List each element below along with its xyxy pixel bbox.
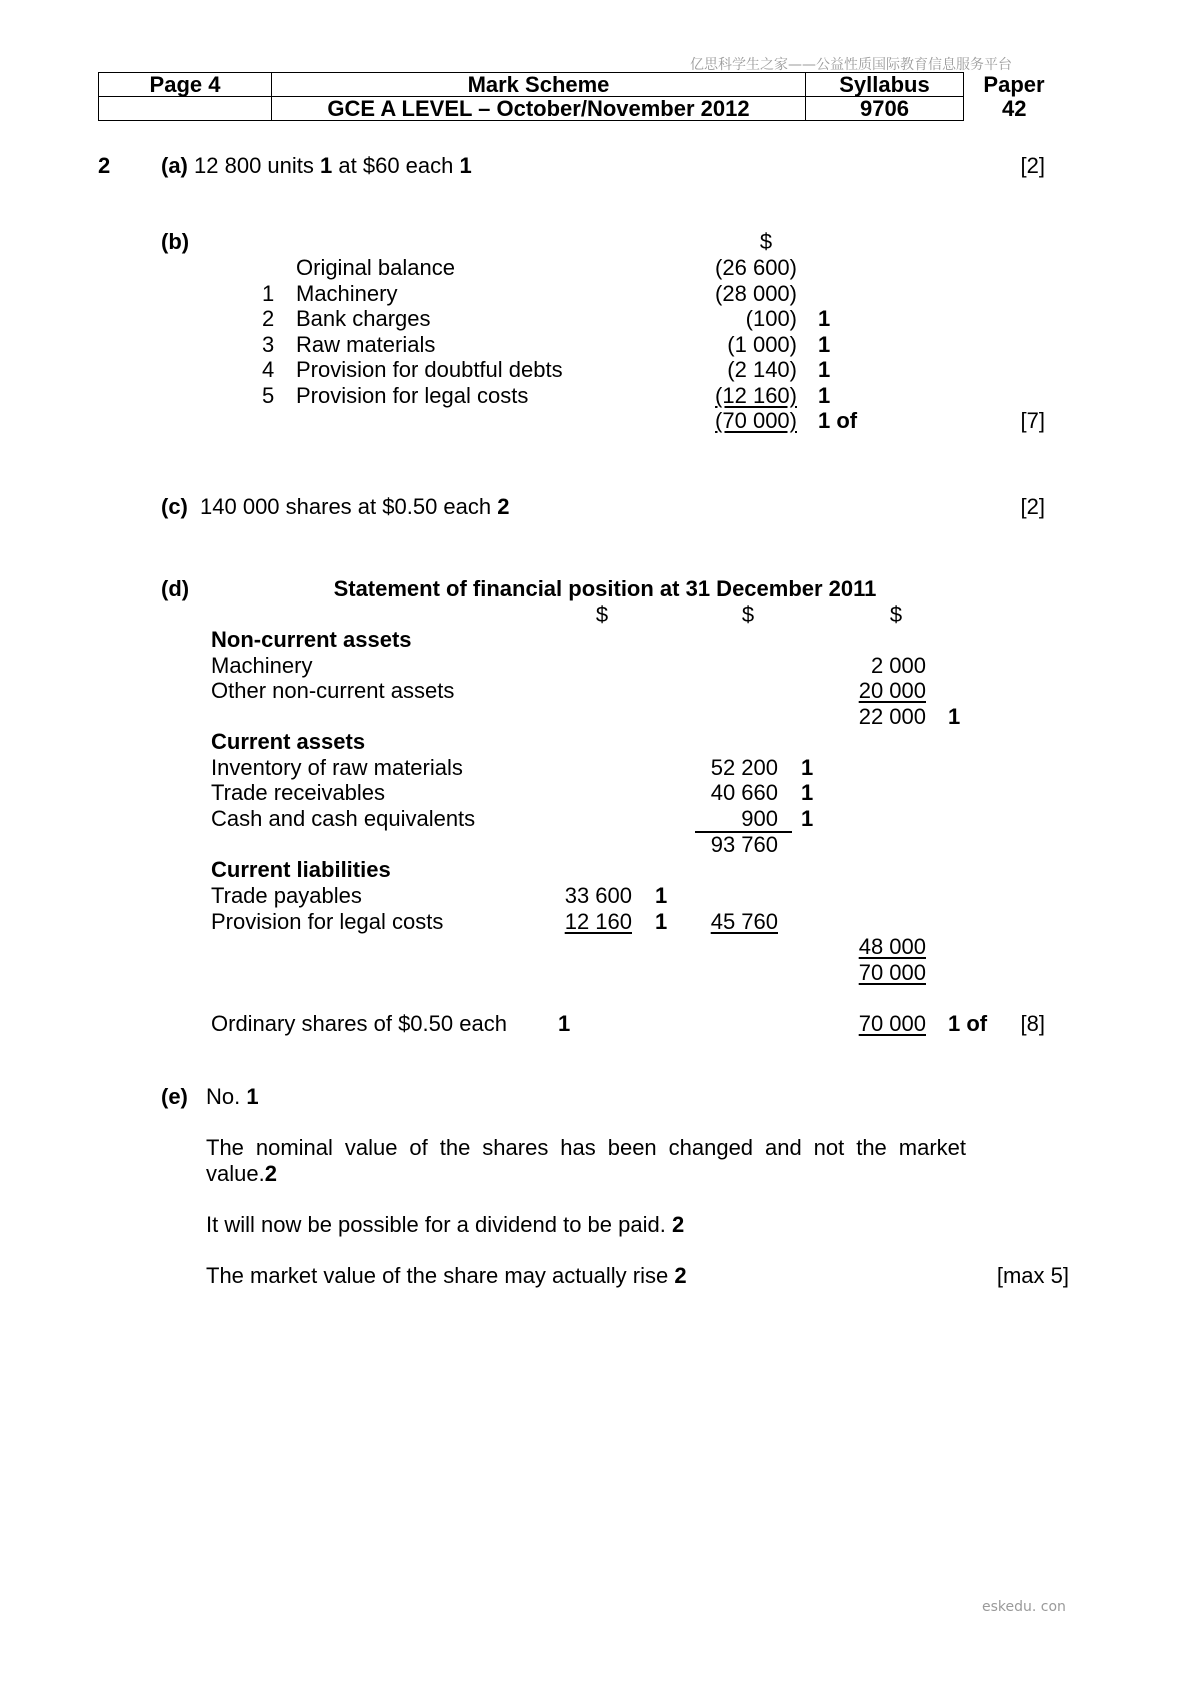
part-b-row-1-item: Machinery [296,281,398,306]
question-number: 2 [98,153,111,178]
part-d-nca-total: 22 000 [858,704,926,729]
header-paper-label: Paper [983,72,1045,97]
part-a [161,153,472,179]
part-d-currency-1: $ [595,602,609,627]
part-e-line1 [206,1084,259,1110]
part-b-row-5-value: (12 160) [715,383,797,408]
watermark-top: 亿思科学生之家——公益性质国际教育信息服务平台 [690,57,1012,73]
part-d-label: (d) [161,576,190,601]
watermark-bottom: eskedu. con [982,1599,1066,1615]
part-d-nca-heading: Non-current assets [211,627,412,652]
part-d-shares-value: 70 000 [858,1011,926,1036]
part-e-para3-mark: 2 [674,1263,687,1288]
part-a-mark2: 1 [459,153,472,178]
part-e-para2 [206,1212,684,1238]
part-d-receivables-mark: 1 [801,780,814,805]
part-b-label: (b) [161,229,190,254]
header-table [98,72,1065,121]
part-d-machinery: Machinery [211,653,313,678]
part-b-total-value: (70 000) [715,408,797,433]
part-b-row-2-num: 2 [262,306,275,331]
header-page: Page 4 [99,73,272,97]
part-b-row-2-item: Bank charges [296,306,431,331]
part-b-total-mark: 1 of [818,408,858,433]
part-d-cash: Cash and cash equivalents [211,806,476,831]
part-b-row-5-num: 5 [262,383,275,408]
part-d-payables: Trade payables [211,883,362,908]
part-d-cash-value: 900 [741,806,778,831]
part-d-inventory: Inventory of raw materials [211,755,463,780]
part-a-mark1: 1 [320,153,333,178]
part-b-row-3-mark: 1 [818,332,831,357]
part-d-currency-3: $ [889,602,903,627]
part-e-line1-text: No. [206,1084,241,1109]
part-d-total: [8] [1020,1011,1045,1036]
part-b-row-1-value: (28 000) [715,281,797,306]
part-b-row-4-mark: 1 [818,357,831,382]
part-b-row-1-num: 1 [262,281,275,306]
part-c-text: 140 000 shares at $0.50 each [200,494,492,519]
header-exam: GCE A LEVEL – October/November 2012 [272,97,806,121]
part-b-row-0-value: (26 600) [715,255,797,280]
part-d-shares-label: Ordinary shares of $0.50 each [211,1011,507,1036]
part-e-line1-mark: 1 [246,1084,259,1109]
part-d-other-nca-value: 20 000 [858,678,926,703]
part-b-row-4-value: (2 140) [727,357,797,382]
part-b-row-5-mark: 1 [818,383,831,408]
part-b-row-4-item: Provision for doubtful debts [296,357,563,382]
part-a-label: (a) [161,153,188,178]
part-d-ca-heading: Current assets [211,729,366,754]
part-d-inventory-mark: 1 [801,755,814,780]
part-d-machinery-value: 2 000 [870,653,926,678]
part-d-cl-heading: Current liabilities [211,857,391,882]
header-paper: 42 [1002,96,1027,121]
part-d-net-total: 70 000 [858,960,926,985]
part-c [161,494,510,520]
part-e-total: [max 5] [996,1263,1069,1288]
header-blank [99,97,272,121]
part-d-shares-mark: 1 [558,1011,571,1036]
part-b-row-3-item: Raw materials [296,332,436,357]
part-d-nca-mark: 1 [948,704,961,729]
part-b-row-2-value: (100) [745,306,797,331]
part-a-total: [2] [1020,153,1045,178]
part-e-para1 [206,1135,966,1187]
part-e-para2-text: It will now be possible for a dividend to be paid. [206,1212,666,1237]
part-d-payables-mark: 1 [655,883,668,908]
part-e-para3-text: The market value of the share may actually rise [206,1263,669,1288]
part-a-text1: 12 800 units [194,153,314,178]
header-scheme: Mark Scheme [272,73,806,97]
part-d-legal-mark: 1 [655,909,668,934]
part-d-legal: Provision for legal costs [211,909,444,934]
part-e-para2-mark: 2 [671,1212,685,1237]
header-syllabus: 9706 [806,97,964,121]
part-d-payables-value: 33 600 [564,883,632,908]
part-d-final-mark: 1 of [948,1011,988,1036]
part-d-net-current: 48 000 [858,934,926,959]
part-d-title: Statement of financial position at 31 December 2011 [333,576,877,601]
part-d-currency-2: $ [741,602,755,627]
part-d-ca-total: 93 760 [710,832,778,857]
part-b-row-2-mark: 1 [818,306,831,331]
part-d-receivables-value: 40 660 [710,780,778,805]
part-d-receivables: Trade receivables [211,780,386,805]
part-c-total: [2] [1020,494,1045,519]
part-b-row-3-num: 3 [262,332,275,357]
part-d-legal-value: 12 160 [564,909,632,934]
part-b-row-4-num: 4 [262,357,275,382]
part-c-mark: 2 [497,494,510,519]
part-b-currency: $ [759,229,773,254]
part-e-para3 [206,1263,687,1289]
part-b-row-3-value: (1 000) [727,332,797,357]
part-e-para1-text: The nominal value of the shares has been changed and not the market value. [206,1135,966,1186]
part-a-text2: at $60 each [338,153,454,178]
part-e-label: (e) [161,1084,188,1109]
part-b-total: [7] [1020,408,1045,433]
part-d-cash-mark: 1 [801,806,814,831]
part-d-other-nca: Other non-current assets [211,678,455,703]
part-d-inventory-value: 52 200 [710,755,778,780]
part-b-row-0-item: Original balance [296,255,455,280]
part-c-label: (c) [161,494,188,519]
part-e-para1-mark: 2 [264,1161,277,1186]
part-d-cl-total: 45 760 [710,909,778,934]
part-b-row-5-item: Provision for legal costs [296,383,529,408]
header-syllabus-label: Syllabus [806,73,964,97]
